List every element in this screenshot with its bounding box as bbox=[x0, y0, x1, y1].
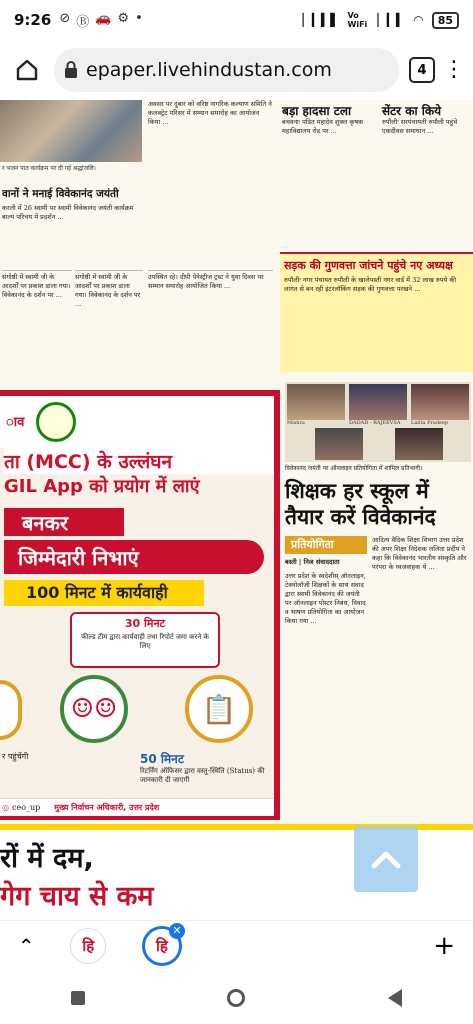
step-30-time: 30 मिनट bbox=[124, 617, 166, 630]
recents-icon[interactable] bbox=[71, 991, 85, 1005]
dot-icon: • bbox=[135, 10, 143, 26]
signal-icon: ▏▎▍▌ bbox=[302, 13, 340, 27]
epaper-page[interactable] bbox=[0, 100, 473, 920]
bottom-headline-1: रों में दम, bbox=[0, 843, 94, 874]
article-body-teacher-2: आदित्य वैदिक शिक्षा विभाग उत्तर प्रदेश की अपर शिक्षा निदेशक ललिता प्रदीप ने कहा कि विवेकानंद भारतीय संस्कृति और परंपरा के ध्वजवाहक थे ... bbox=[372, 536, 467, 571]
participant-photo-1 bbox=[287, 384, 345, 420]
notification-icons bbox=[59, 11, 142, 30]
ad-step-50 bbox=[140, 750, 275, 785]
headline-accident: बड़ा हादसा टला bbox=[282, 104, 352, 118]
participant-photo-3 bbox=[411, 384, 469, 420]
ad-line-1: बनकर bbox=[4, 508, 124, 536]
ad-step-30 bbox=[70, 612, 220, 668]
car-icon: 🚗 bbox=[95, 10, 112, 26]
participant-label-2: DADAD - RAJEEVSA bbox=[349, 420, 401, 426]
article-body-left: करली में 26 स्वामी पर स्वामी विवेकानंद जयंती कार्यक्रम बाल्य परिचय में प्रदर्शन ... bbox=[2, 204, 134, 221]
article-body-center: रुपौलीः सरपंचायती रुपौली पहुंचे एकदीवस समाधान ... bbox=[382, 118, 458, 135]
news-photo-left bbox=[0, 100, 142, 162]
ad-left-mid-text: र पहुंचेंगी bbox=[2, 752, 29, 761]
photo-caption-left: र भजन पाठ कार्यक्रम पर दी गई श्रद्धांजलि। bbox=[2, 165, 96, 172]
signal-icon-2: ▏▎▍ bbox=[377, 13, 406, 27]
team-circle bbox=[60, 675, 128, 743]
photo-caption-right: विवेकानंद जयंती पर ऑनलाइन प्रतियोगिता में शामिल प्रतिभागी। bbox=[285, 465, 423, 472]
hindustan-tab-active[interactable]: हि ✕ bbox=[142, 926, 182, 966]
step-50-text: रिटर्निंग ऑफिसर द्वारा वस्तु-स्थिति (Status) की जानकारी दी जाएगी bbox=[140, 767, 265, 784]
overflow-menu-icon[interactable]: ⋮ bbox=[443, 57, 465, 82]
election-logo-icon bbox=[36, 402, 76, 442]
wifi-icon: ◠ bbox=[413, 13, 424, 27]
article-body-left-3: संगोष्ठी में स्वामी जी के आदर्शों पर प्रकाश डाला गया। विवेकानंद के दर्शन पर ... bbox=[75, 270, 143, 382]
article-body-mid: अवसर पर दुबार को वरिष्ठ नागरिक कल्याण समिति ने कलक्ट्रेट परिसर में सम्मान समारोह का आयोजन किया ... bbox=[148, 100, 272, 126]
participant-photo-2 bbox=[349, 384, 407, 420]
ad-footer-text: मुख्य निर्वाचन अधिकारी, उत्तर प्रदेश bbox=[54, 803, 160, 812]
back-icon[interactable] bbox=[388, 989, 402, 1007]
participant-label-1: Mishra bbox=[287, 420, 305, 426]
vowifi-label: Vo WiFi bbox=[347, 11, 368, 29]
ad-header bbox=[0, 396, 274, 448]
step-30-text: फील्ड टीम द्वारा कार्यवाही तथा रिपोर्ट जमा करने के लिए bbox=[81, 633, 209, 650]
browser-toolbar bbox=[0, 42, 473, 98]
participant-photo-5 bbox=[395, 428, 443, 460]
home-icon bbox=[14, 57, 40, 83]
url-text: epaper.livehindustan.com bbox=[86, 59, 332, 81]
headline-center: सेंटर का किये bbox=[382, 104, 442, 118]
arrow-up-icon bbox=[371, 849, 401, 869]
mute-icon: ⊘ bbox=[59, 10, 71, 26]
address-bar[interactable] bbox=[54, 48, 399, 92]
hindustan-tab-button[interactable]: हि bbox=[70, 928, 106, 964]
article-body-teacher: उत्तर प्रदेश के स्वदेशीस् ऑनलाइन, टेक्नोलॉजी शिक्षकों के साथ संवाद द्वारा स्वामी विवेकानंद की जयंती पर ऑनलाइन पोस्टर निबंध, विवाद व भाषण प्रतियोगिता का आयोजन किया गया ... bbox=[285, 572, 366, 625]
clock: 9:26 bbox=[14, 11, 52, 29]
add-tab-icon[interactable]: + bbox=[433, 930, 456, 961]
ad-line-2: जिम्मेदारी निभाएं bbox=[4, 540, 264, 574]
b-icon: Ⓑ bbox=[76, 14, 90, 30]
ad-logo-fragment: ाव bbox=[6, 415, 25, 430]
category-tag: प्रतियोगिता bbox=[285, 536, 367, 554]
settings-icon: ⚙ bbox=[117, 10, 130, 26]
status-bar bbox=[0, 0, 473, 40]
headline-vivekanand-left: वानों ने मनाई विवेकानंद जयंती bbox=[2, 188, 119, 200]
team-icon: ☺☺ bbox=[70, 694, 118, 724]
browser-bottom-bar bbox=[0, 920, 473, 970]
article-body-accident: बचवनाः पंडित महादेव शुक्ल कृषक महाविद्यालय रोड पर ... bbox=[282, 118, 364, 135]
instagram-icon: ◎ bbox=[2, 803, 9, 812]
ad-line-3: 100 मिनट में कार्यवाही bbox=[4, 580, 204, 606]
headline-road-quality: सड़क की गुणवत्ता जांचने पहुंचे नए अध्यक्ष bbox=[284, 259, 453, 272]
participant-photo-4 bbox=[315, 428, 363, 460]
home-nav-icon[interactable] bbox=[227, 989, 245, 1007]
ad-handle: ceo_up bbox=[11, 803, 41, 812]
bottom-headline-2: गेग चाय से कम bbox=[0, 881, 154, 912]
ad-footer bbox=[0, 798, 274, 816]
ad-app-line: GIL App को प्रयोग में लाएं bbox=[4, 476, 200, 497]
system-navigation bbox=[0, 972, 473, 1024]
step-50-time: 50 मिनट bbox=[140, 752, 184, 766]
close-tab-icon[interactable]: ✕ bbox=[169, 923, 185, 939]
clipboard-icon: 📋 bbox=[201, 692, 237, 726]
lock-icon bbox=[64, 61, 78, 79]
chevron-up-icon[interactable]: ⌃ bbox=[17, 933, 35, 958]
article-body-left-2: संगोष्ठी में स्वामी जी के आदर्शों पर प्रकाश डाला गया। विवेकानंद के दर्शन पर ... bbox=[2, 270, 72, 382]
article-body-mid-2: उपस्थित रहे। दीपी पेनेस्ट्रीज ट्रस्ट ने युवा दिवस पर सम्मान समारोह आयोजित किया ... bbox=[148, 270, 273, 382]
video-call-collage bbox=[285, 382, 471, 462]
tab-switcher-button[interactable]: 4 bbox=[409, 57, 435, 83]
ad-title: ता (MCC) के उल्लंघन bbox=[4, 448, 274, 474]
home-button[interactable] bbox=[10, 53, 44, 87]
battery-icon: 85 bbox=[432, 12, 459, 29]
article-body-road-quality: रुपौलीः नगर पंचायत रुपौली के खालेपस्ती नगर वार्ड में 32 लाख रुपये की लागत से बन रही इंटरलॉकिंग सड़क की गुणवत्ता परखने ... bbox=[284, 276, 457, 293]
report-circle bbox=[185, 675, 253, 743]
scroll-to-top-button[interactable] bbox=[354, 826, 418, 892]
participant-label-3: Lalita Pradeep bbox=[411, 420, 449, 426]
headline-teacher-vivekanand: शिक्षक हर स्कूल में तैयार करें विवेकानंद bbox=[285, 479, 436, 529]
byline: बस्ती | निज संवाददाता bbox=[285, 558, 340, 566]
